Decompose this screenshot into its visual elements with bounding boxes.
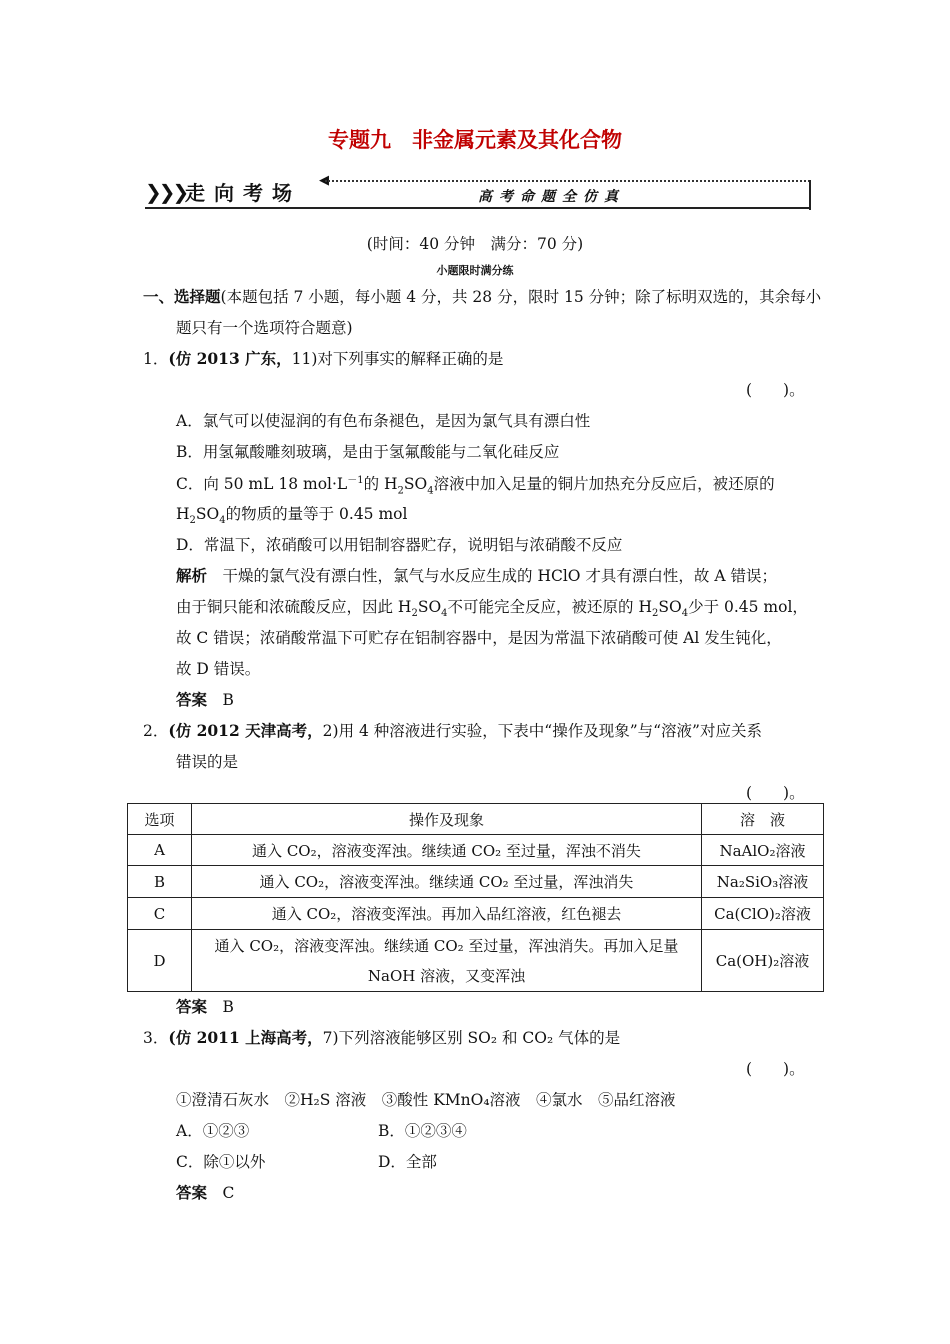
banner-title: 走向考场 (185, 181, 301, 205)
section-header (143, 285, 821, 307)
question-2-stem: 2．(仿 2012 天津高考，2)用 4 种溶液进行实验，下表中“操作及现象”与“溶液”对应关系 (143, 721, 762, 740)
drill-title: 小题限时满分练 (436, 264, 514, 277)
page-title: 专题九 非金属元素及其化合物 (328, 128, 622, 152)
q1-option-c: C．向 50 mL 18 $mol\cdot L^{-1}$的 $H_2SO_4$溶液中加入足量的铜片加热充分反应后，被还原的 (176, 475, 775, 497)
q1-option-c-cont: $H_2SO_4$的物质的量等于 0.45 mol (176, 505, 408, 527)
table-header: 溶 液 (702, 804, 824, 835)
section-desc: (本题包括 7 小题，每小题 4 分，共 28 分，限时 15 分钟；除了标明双选的，其余每小 (220, 288, 822, 306)
table-row (128, 930, 824, 992)
chevrons-icon: ❯❯❯ (145, 180, 187, 204)
q3-option-a: A．①②③ (176, 1122, 250, 1140)
table-cell: 通入 CO₂，溶液变浑浊。继续通 CO₂ 至过量，浑浊不消失 (192, 835, 702, 866)
question-1-stem: 1．(仿 2013 广东，11)对下列事实的解释正确的是 (143, 349, 504, 368)
q1-answer: 答案 B (176, 690, 234, 709)
table-cell: A (128, 835, 192, 866)
table-row (128, 835, 824, 866)
table-cell: B (128, 866, 192, 898)
table-header-row (128, 804, 824, 835)
table-cell: 通入 CO₂，溶液变浑浊。继续通 CO₂ 至过量，浑浊消失。再加入足量 NaOH 溶液，又变浑浊 (192, 930, 702, 992)
table-row (128, 866, 824, 898)
q1-option-b: B．用氢氟酸雕刻玻璃，是由于氢氟酸能与二氧化硅反应 (176, 443, 560, 461)
section-desc-cont: 题只有一个选项符合题意) (176, 319, 353, 337)
table-header: 操作及现象 (192, 804, 702, 835)
q1-analysis-4: 故 D 错误。 (176, 660, 261, 678)
arrow-left-icon: ◀ (319, 173, 329, 188)
table-cell: Ca(OH)₂溶液 (702, 930, 824, 992)
table-row (128, 898, 824, 930)
answer-paren: ( )。 (746, 1060, 805, 1078)
question-2-stem-cont: 错误的是 (176, 753, 239, 771)
q3-items: ①澄清石灰水 ②H₂S 溶液 ③酸性 KMnO₄溶液 ④氯水 ⑤品红溶液 (176, 1091, 676, 1109)
q1-option-d: D．常温下，浓硝酸可以用铝制容器贮存，说明铝与浓硝酸不反应 (176, 536, 623, 554)
banner-divider (809, 180, 811, 210)
banner-subtitle: 高考命题全仿真 (478, 189, 625, 205)
question-3-stem: 3．(仿 2011 上海高考，7)下列溶液能够区别 SO₂ 和 CO₂ 气体的是 (143, 1028, 621, 1047)
table-header: 选项 (128, 804, 192, 835)
table-cell: C (128, 898, 192, 930)
q2-answer: 答案 B (176, 997, 234, 1016)
q3-answer: 答案 C (176, 1183, 235, 1202)
q1-option-a: A．氯气可以使湿润的有色布条褪色，是因为氯气具有漂白性 (176, 412, 591, 430)
table-cell: 通入 CO₂，溶液变浑浊。继续通 CO₂ 至过量，浑浊消失 (192, 866, 702, 898)
q3-option-d: D．全部 (378, 1153, 437, 1171)
table-cell: Na₂SiO₃溶液 (702, 866, 824, 898)
answer-paren: ( )。 (746, 784, 805, 802)
section-label: 一、选择题 (143, 287, 221, 306)
table-cell: Ca(ClO)₂溶液 (702, 898, 824, 930)
table-cell: D (128, 930, 192, 992)
dotted-line (325, 180, 810, 182)
q3-option-c: C．除①以外 (176, 1153, 266, 1171)
exam-info: (时间：40 分钟 满分：70 分) (366, 235, 584, 253)
section-banner (145, 172, 813, 212)
q1-analysis-3: 故 C 错误；浓硝酸常温下可贮存在铝制容器中，是因为常温下浓硝酸可使 Al 发生钝化， (176, 629, 782, 647)
answer-paren: ( )。 (746, 381, 805, 399)
options-table (127, 803, 824, 992)
table-cell: NaAlO₂溶液 (702, 835, 824, 866)
q1-analysis: 解析 干燥的氯气没有漂白性，氯气与水反应生成的 HClO 才具有漂白性，故 A 错误； (176, 566, 777, 585)
banner-underline (145, 207, 811, 209)
q1-analysis-2: 由于铜只能和浓硫酸反应，因此 $H_2SO_4$不可能完全反应，被还原的 $H_2SO_4$少于 0.45 mol， (176, 598, 808, 620)
q3-option-b: B．①②③④ (378, 1122, 467, 1140)
table-cell: 通入 CO₂，溶液变浑浊。再加入品红溶液，红色褪去 (192, 898, 702, 930)
